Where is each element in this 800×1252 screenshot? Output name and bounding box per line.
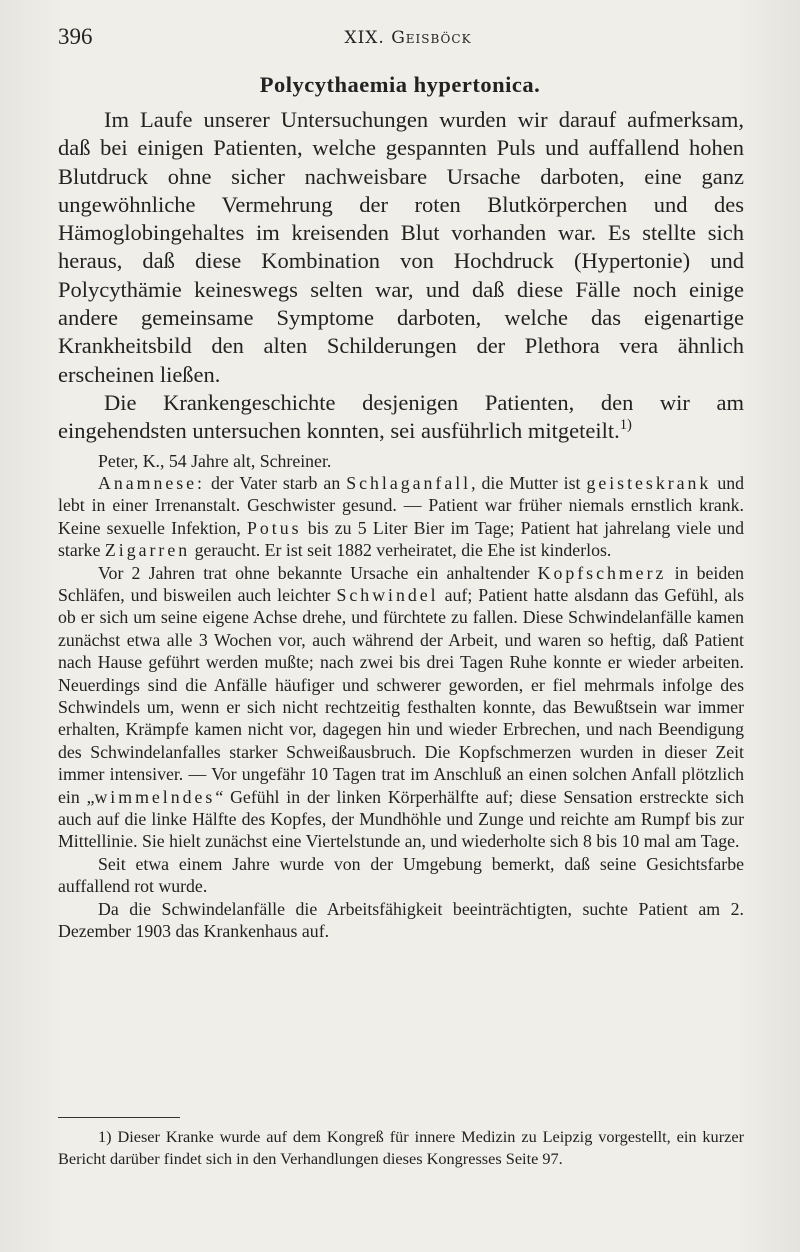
anamnese-paragraph [58, 472, 744, 562]
intro-text [58, 106, 744, 446]
running-head-author: Geisböck [391, 28, 472, 48]
patient-line: Peter, K., 54 Jahre alt, Schreiner. [98, 450, 332, 471]
text-run: , die Mutter ist [471, 472, 587, 493]
emphasis: Kopfschmerz [537, 562, 667, 583]
footnote [58, 1126, 744, 1170]
footnote-marker: 1) [98, 1127, 112, 1146]
text-run: bis zu 5 Liter Bier im Tage; Patient hat jahrelang viele und starke [58, 517, 744, 561]
intro-sentence: Die Krankengeschichte desjenigen Patienten, den wir am eingehendsten untersuchen konnten, sei ausführlich mitgeteilt. [58, 389, 744, 444]
footnote-text: Dieser Kranke wurde auf dem Kongreß für innere Medizin zu Leipzig vorgestellt, ein kurzer Bericht darüber findet sich in den Verhandlungen dieses Kongresses Seite 97. [58, 1127, 744, 1168]
complexion-paragraph: Seit etwa einem Jahre wurde von der Umgebung bemerkt, daß seine Gesichtsfarbe auffallend rot wurde. [58, 853, 744, 897]
text-run: der Vater starb an [205, 472, 347, 493]
running-head [58, 23, 758, 53]
intro-paragraph: Im Laufe unserer Untersuchungen wurden wir darauf aufmerksam, daß bei einigen Patienten, welche gespannten Puls und auffallend hohen Blutdruck ohne sicher nachweisbare Ursache darboten, eine ganz ungewöhnliche Vermehrung der roten Blutkörperchen und des Hämoglobingehaltes im kreisenden Blut vorhanden war. Es stellte sich heraus, daß diese Kombination von Hochdruck (Hypertonie) und Polycythämie keineswegs selten war, und daß diese Fälle noch einige andere gemeinsame Symptome darboten, welche das eigenartige Krankheitsbild den alten Schilderungen der Plethora vera ähnlich erscheinen ließen. [58, 107, 744, 387]
body-text [58, 106, 744, 943]
chapter-numeral: XIX. [344, 28, 385, 48]
text-run: in beiden Schläfen, und bisweilen auch leichter [58, 562, 744, 605]
section-title: Polycythaemia hypertonica. [259, 72, 541, 97]
emphasis: wimmelndes [94, 786, 216, 807]
emphasis: Zigarren [104, 540, 191, 561]
text-run: und lebt in einer Irrenanstalt. Geschwister gesund. — Patient war früher niemals ernstlich krank. Keine sexuelle Infektion, [58, 472, 744, 538]
text-run: geraucht. Er ist seit 1882 verheiratet, die Ehe ist kinderlos. [190, 540, 612, 561]
text-run: “ Gefühl in der linken Körperhälfte auf; diese Sensation erstreckte sich auch auf die linke Hälfte des Kopfes, der Mundhöhle und Zunge und reichte am Rumpf bis zur Mittellinie. Sie hielt zunächst eine Viertelstunde an, und wiederholte sich 8 bis 10 mal am Tage. [58, 786, 744, 852]
emphasis: geisteskrank [586, 472, 712, 493]
footnote-reference[interactable]: 1) [619, 417, 632, 434]
symptoms-paragraph [58, 562, 744, 853]
case-history [58, 450, 744, 943]
emphasis: Schwindel [336, 585, 439, 605]
anamnese-label: Anamnese: [98, 472, 205, 493]
text-run: auf; Patient hatte alsdann das Gefühl, als ob er sich um seine eigene Achse drehe, und fürchtete zu fallen. Diese Schwindelanfälle kamen zunächst etwa alle 3 Wochen vor, auch während der Arbeit, und waren so heftig, daß Patient nach Hause geführt werden mußte; nach zwei bis drei Tagen Ruhe konnte er wieder arbeiten. Neuerdings sind die Anfälle häufiger und schwerer geworden, er fiel mehrmals infolge des Schwindels um, wenn er sich nicht rechtzeitig festhalten konnte, das Bewußtsein war immer erhalten, Krämpfe kamen nicht vor, dagegen hin und wieder Erbrechen, und nach Beendigung des Schwindelanfalles starker Schweißausbruch. Die Kopfschmerzen wurden in dieser Zeit immer intensiver. — Vor ungefähr 10 Tagen trat im Anschluß an einen solchen Anfall plötzlich ein „ [58, 585, 744, 807]
footnote-divider [58, 1117, 180, 1118]
text-run: Vor 2 Jahren trat ohne bekannte Ursache ein anhaltender [98, 562, 538, 583]
intro-paragraph [58, 389, 744, 446]
page-number: 396 [58, 24, 93, 49]
page-header [58, 22, 758, 52]
emphasis: Schlaganfall [346, 472, 472, 493]
admission-paragraph: Da die Schwindelanfälle die Arbeitsfähigkeit beeinträchtigten, suchte Patient am 2. Dezember 1903 das Krankenhaus auf. [58, 898, 744, 942]
emphasis: Potus [247, 517, 302, 538]
